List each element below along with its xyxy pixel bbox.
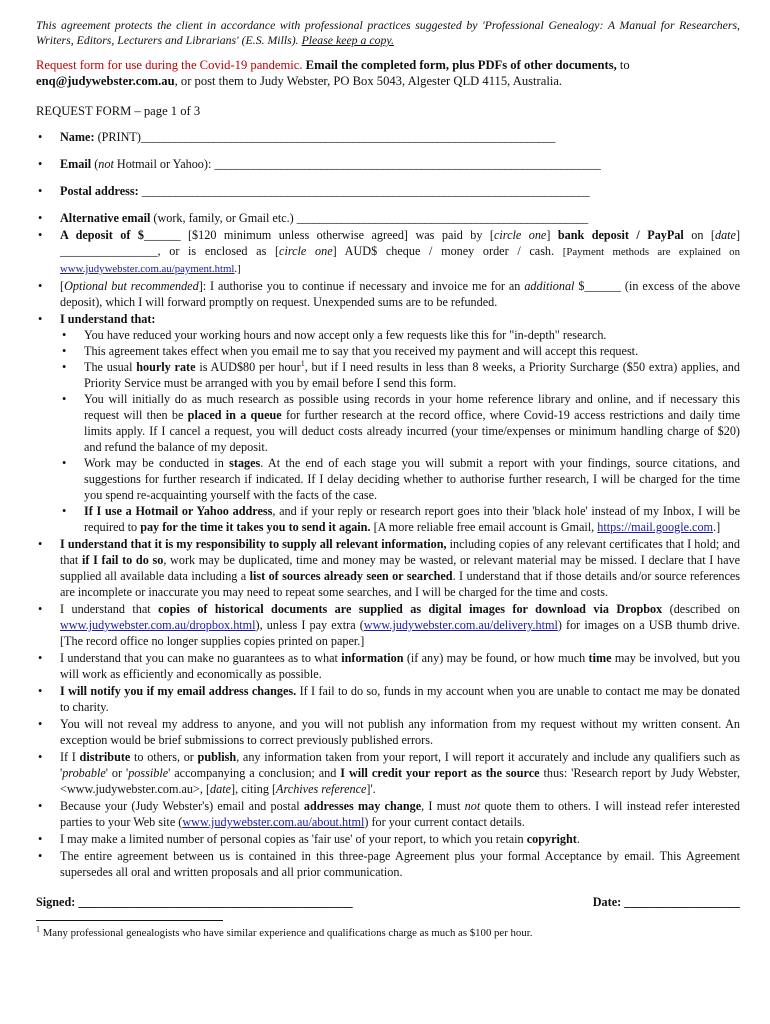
name-input-line[interactable]: __________________________________________________________________________ — [140, 130, 555, 144]
deposit-item: • A deposit of $______ [$120 minimum unless otherwise agreed] was paid by [circle one] bank deposit / PayPal on [date] ________________, or is enclosed as [circle one] AUD$ cheque / money order / cash. [Payment methods are explained on www.judywebster.com.au/payment.html.] — [36, 227, 740, 277]
queue-item: • You will initially do as much research as possible using records in your home reference library and online, and if necessary this request will then be placed in a queue for further research at the record office, where Covid-19 access restrictions and daily time limits apply. If I cancel a request, you will deduct costs already incurred (your time/expenses or minimum handling charge of $20) and refund the balance of my deposit. — [60, 391, 740, 455]
footnote: $^1$ Many professional genealogists who have similar experience and qualifications charge as much as $100 per hour. — [36, 924, 533, 939]
form-list — [36, 129, 740, 880]
contact-email: enq@judywebster.com.au — [36, 74, 175, 88]
addresses-item: • Because your (Judy Webster's) email and postal addresses may change, I must not quote them to others. I will instead refer interested parties to your Web site (www.judywebster.com.au/about.html) for your current contact details. — [36, 798, 740, 830]
understand-heading: I understand that: — [60, 312, 156, 326]
dropbox-item: • I understand that copies of historical documents are supplied as digital images for download via Dropbox (described on www.judywebster.com.au/dropbox.html), unless I pay extra (www.judywebster.com.au/delivery.html) for images on a USB thumb drive. [The record office no longer supplies copies printed on paper.] — [36, 601, 740, 649]
understand-list — [60, 327, 740, 535]
copies-item: • I may make a limited number of personal copies as 'fair use' of your report, to which you retain copyright. — [36, 831, 740, 847]
footnote-ref: 1 — [300, 358, 305, 368]
request-instructions: Request form for use during the Covid-19 pandemic. Email the completed form, plus PDFs of other documents, to enq@judywebster.com.au, or post them to Judy Webster, PO Box 5043, Algester QLD 4115, Australia. — [36, 58, 630, 88]
name-field[interactable]: • Name: (PRINT)__________________________________________________________________________ — [36, 129, 740, 145]
list-item: • You have reduced your working hours and now accept only a few requests like this for "in-depth" research. — [60, 327, 740, 343]
understand-section — [36, 311, 740, 535]
intro-paragraph — [36, 18, 740, 48]
email-field[interactable]: • Email (not Hotmail or Yahoo): _____________________________________________________________________ — [36, 156, 740, 172]
email-instruction: Email the completed form, plus PDFs of other documents, — [305, 58, 617, 72]
postal-address-field[interactable]: • Postal address: ________________________________________________________________________________ — [36, 183, 740, 199]
payment-options[interactable]: bank deposit / PayPal — [557, 228, 684, 242]
entire-agreement-item: • The entire agreement between us is contained in this three-page Agreement plus your formal Acceptance by email. This Agreement supersedes all oral and written proposals and all prior communication. — [36, 848, 740, 880]
signed-field[interactable]: Signed: _____________________________________________ — [36, 895, 353, 909]
covid-notice: Request form for use during the Covid-19 pandemic. — [36, 58, 303, 72]
postal-input-line[interactable]: ________________________________________________________________________________ — [141, 184, 590, 198]
distribute-item: • If I distribute to others, or publish, any information taken from your report, I will report it accurately and include any qualifiers such as 'probable' or 'possible' accompanying a conclusion; and I will credit your report as the source thus: 'Research report by Judy Webster, <www.judywebster.com.au>, [date], citing [Archives reference]'. — [36, 749, 740, 797]
delivery-link[interactable]: www.judywebster.com.au/delivery.html — [363, 618, 558, 632]
postal-instruction: , or post them to Judy Webster, PO Box 5043, Algester QLD 4115, Australia. — [174, 74, 563, 88]
alt-email-input-line[interactable]: ____________________________________________________ — [296, 211, 588, 225]
hotmail-item: • If I use a Hotmail or Yahoo address, and if your reply or research report goes into their 'black hole' instead of my Inbox, I will be required to pay for the time it takes you to send it again. [A more reliable free email account is Gmail, https://mail.google.com.] — [60, 503, 740, 535]
notify-item: • I will notify you if my email address changes. If I fail to do so, funds in my account when you are unable to contact me may be donated to charity. — [36, 683, 740, 715]
signed-input-line[interactable]: _____________________________________________ — [78, 895, 353, 909]
about-link[interactable]: www.judywebster.com.au/about.html — [182, 815, 365, 829]
date-field[interactable]: Date: ___________________ — [592, 895, 740, 909]
signature-row — [36, 894, 740, 910]
email-input-line[interactable]: _____________________________________________________________________ — [214, 157, 601, 171]
stages-item: • Work may be conducted in stages. At the end of each stage you will submit a report with your findings, source citations, and suggestions for further research if indicated. If I delay deciding whether to authorise further research, I will be charged for the time you spend re-acquainting yourself with the facts of the case. — [60, 455, 740, 503]
hourly-rate-item: • The usual hourly rate is AUD$80 per hour$^1$, but if I need results in less than 8 weeks, a Priority Surcharge ($50 extra) applies, and Priority Service must be arranged with you by email before I send this form. — [60, 359, 740, 391]
payment-link[interactable]: www.judywebster.com.au/payment.html — [60, 263, 235, 275]
optional-invoice-item: • [Optional but recommended]: I authorise you to continue if necessary and invoice me for an additional $______ (in excess of the above deposit), which I will forward promptly on request. Unexpended sums are to be refunded. — [36, 278, 740, 310]
footnote-divider — [36, 920, 223, 921]
deposit-amount-line[interactable]: ______ — [143, 228, 181, 242]
gmail-link[interactable]: https://mail.google.com — [597, 520, 714, 534]
page-title: REQUEST FORM – page 1 of 3 — [36, 104, 201, 118]
date-input-line[interactable]: ___________________ — [624, 895, 740, 909]
list-item: • This agreement takes effect when you email me to say that you received my payment and will accept this request. — [60, 343, 740, 359]
dropbox-link[interactable]: www.judywebster.com.au/dropbox.html — [60, 618, 256, 632]
alternative-email-field[interactable]: • Alternative email (work, family, or Gmail etc.) ____________________________________________________ — [36, 210, 740, 226]
keep-copy-note: Please keep a copy. — [301, 33, 394, 47]
privacy-item: • You will not reveal my address to anyone, and you will not publish any information from my request without my written consent. An exception would be brief submissions to correct previously published errors. — [36, 716, 740, 748]
responsibility-item: • I understand that it is my responsibility to supply all relevant information, including copies of any relevant certificates that I hold; and that if I fail to do so, work may be duplicated, time and money may be wasted, or relevant material may be missed. I declare that I have supplied all available data including a list of sources already seen or searched. I understand that if those details and/or source references are incomplete or inaccurate you may need to repeat some searches, and I will be charged for the time and costs. — [36, 536, 740, 600]
guarantee-item: • I understand that you can make no guarantees as to what information (if any) may be found, or how much time may be involved, but you will work as efficiently and economically as possible. — [36, 650, 740, 682]
intro-text: This agreement protects the client in accordance with professional practices suggested by 'Professional Genealogy: A Manual for Researchers, Writers, Editors, Lecturers and Librarians' (E.S. Mills). — [36, 18, 740, 47]
